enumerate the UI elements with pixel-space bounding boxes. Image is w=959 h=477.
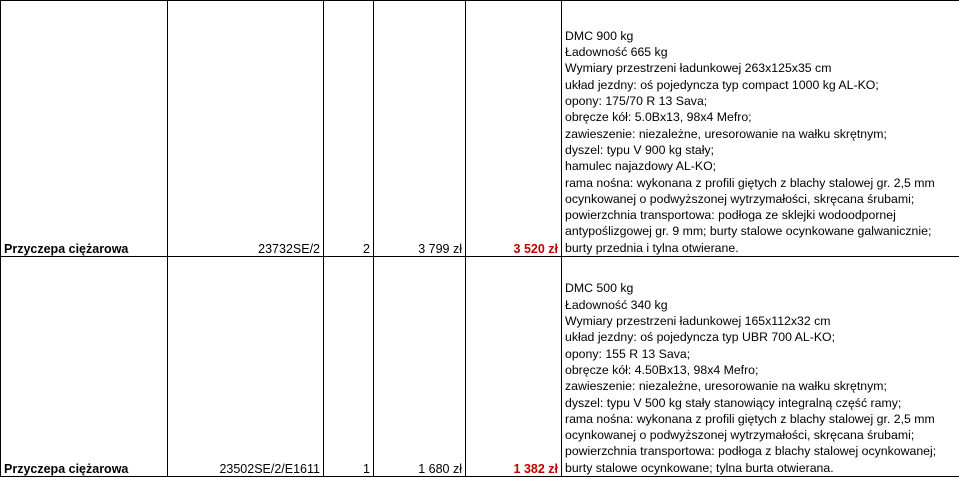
- spec-line: Wymiary przestrzeni ładunkowej 165x112x32 cm: [565, 314, 831, 329]
- spec-line: burty przednia i tylna otwierane.: [565, 240, 739, 255]
- spec-line: Ładowność 665 kg: [565, 45, 668, 60]
- spec-line: DMC 900 kg: [565, 28, 634, 43]
- spec-line: dyszel: typu V 900 kg stały;: [565, 142, 715, 157]
- spec-line: zawieszenie: niezależne, uresorowanie na wałku skrętnym;: [565, 126, 887, 141]
- gross-price-cell[interactable]: 3 520 zł: [466, 1, 562, 257]
- spec-line: układ jezdny: oś pojedyncza typ UBR 700 AL-KO;: [565, 330, 835, 345]
- spec-line: burty stalowe ocynkowane; tylna burta otwierana.: [565, 460, 834, 475]
- specification-cell[interactable]: [562, 1, 959, 257]
- product-code-cell[interactable]: 23732SE/2: [168, 1, 324, 257]
- spec-line: dyszel: typu V 500 kg stały stanowiący integralną część ramy;: [565, 395, 902, 410]
- spec-line: hamulec najazdowy AL-KO;: [565, 159, 717, 174]
- spec-line: Wymiary przestrzeni ładunkowej 263x125x35 cm: [565, 61, 832, 76]
- spec-line: układ jezdny: oś pojedyncza typ compact 1000 kg AL-KO;: [565, 77, 879, 92]
- specification-cell[interactable]: [562, 257, 959, 477]
- table-row: [1, 257, 959, 477]
- product-name-cell[interactable]: Przyczepa ciężarowa: [1, 1, 168, 257]
- spec-line: rama nośna: wykonana z profili giętych z blachy stalowej gr. 2,5 mm: [565, 175, 935, 190]
- spec-line: ocynkowanej o podwyższonej wytrzymałości, skręcana śrubami;: [565, 191, 915, 206]
- spec-line: Ładowność 340 kg: [565, 297, 668, 312]
- spec-line: obręcze kół: 4.50Bx13, 98x4 Mefro;: [565, 362, 759, 377]
- spec-line: DMC 500 kg: [565, 281, 634, 296]
- net-price-cell[interactable]: 1 680 zł: [374, 257, 466, 477]
- product-code-cell[interactable]: 23502SE/2/E1611: [168, 257, 324, 477]
- spec-line: ocynkowanej o podwyższonej wytrzymałości, skręcana śrubami;: [565, 428, 915, 443]
- spec-line: zawieszenie: niezależne, uresorowanie na wałku skrętnym;: [565, 379, 887, 394]
- spec-line: antypoślizgowej gr. 9 mm; burty stalowe ocynkowane galwanicznie;: [565, 224, 932, 239]
- spec-line: opony: 175/70 R 13 Sava;: [565, 94, 708, 109]
- quantity-cell[interactable]: 1: [324, 257, 374, 477]
- quantity-cell[interactable]: 2: [324, 1, 374, 257]
- gross-price-cell[interactable]: 1 382 zł: [466, 257, 562, 477]
- spec-line: obręcze kół: 5.0Bx13, 98x4 Mefro;: [565, 110, 752, 125]
- spec-line: powierzchnia transportowa: podłoga ze sklejki wodoodpornej: [565, 208, 896, 223]
- spec-line: powierzchnia transportowa: podłoga z blachy stalowej ocynkowanej;: [565, 444, 937, 459]
- table-row: [1, 1, 959, 257]
- net-price-cell[interactable]: 3 799 zł: [374, 1, 466, 257]
- product-name-cell[interactable]: Przyczepa ciężarowa: [1, 257, 168, 477]
- spec-line: rama nośna: wykonana z profili giętych z blachy stalowej gr. 2,5 mm: [565, 411, 935, 426]
- spec-line: opony: 155 R 13 Sava;: [565, 346, 691, 361]
